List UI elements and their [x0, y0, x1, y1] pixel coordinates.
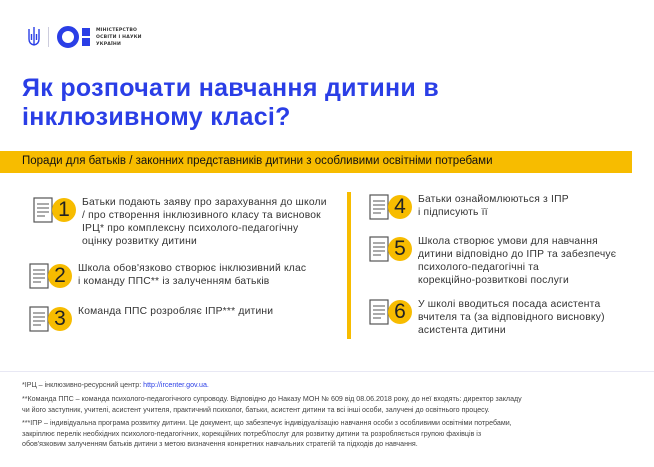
footnote-1 [22, 380, 632, 391]
ministry-line: УКРАЇНИ [96, 41, 122, 47]
step-text-line: вчителя та (за відповідного висновку) [418, 312, 605, 323]
footnote-3 [22, 418, 632, 450]
step-icon-wrap [32, 196, 78, 226]
step-number: 4 [388, 195, 412, 219]
step-text-line: Батьки подають заяву про зарахування до школи [82, 197, 327, 208]
step-text [418, 193, 569, 219]
step-number: 3 [48, 307, 72, 331]
step-text-line: і підписують її [418, 207, 488, 218]
step-item [368, 235, 616, 287]
step-text [78, 305, 273, 318]
step-icon-wrap [28, 262, 74, 292]
ministry-line: МІНІСТЕРСТВО [96, 27, 138, 33]
step-item [28, 262, 306, 292]
ministry-line: ОСВІТИ І НАУКИ [96, 34, 142, 40]
step-number: 1 [52, 198, 76, 222]
step-text-line: асистента дитини [418, 325, 506, 336]
step-text-line: ІРЦ* про комплексну психолого-педагогічну [82, 223, 299, 234]
step-text-line: оцінку розвитку дитини [82, 236, 197, 247]
step-text [82, 196, 327, 248]
title-line: Як розпочати навчання дитини в [22, 74, 439, 102]
step-text-line: і команду ППС** із залученням батьків [78, 276, 270, 287]
step-number: 6 [388, 300, 412, 324]
step-icon-wrap [28, 305, 74, 335]
step-text-line: Батьки ознайомлюються з ІПР [418, 194, 569, 205]
page-title [22, 74, 439, 132]
footnote-line: закріплює перелік необхідних психолого-педагогічних, корекційних потреб/послуг для розвитку дитини та розробляється групою фахівців із [22, 429, 482, 438]
footnote-line: ***ІПР – індивідуальна програма розвитку дитини. Це документ, що забезпечує індивідуалізацію навчання особи з особливими освітніми потребами, [22, 419, 512, 427]
title-line: інклюзивному класі? [22, 103, 291, 131]
ircenter-link[interactable]: http://ircenter.gov.ua. [143, 381, 209, 389]
step-text-line: Школа створює умови для навчання [418, 236, 598, 247]
footnote-line: **Команда ППС – команда психолого-педагогічного супроводу. Відповідно до Наказу МОН № 609 від 08.06.2018 року, до неї входять: директор закладу [22, 395, 522, 403]
step-item [32, 196, 327, 248]
ministry-logo [28, 26, 142, 48]
trident-icon [28, 26, 40, 48]
footnote-text: *ІРЦ – інклюзивно-ресурсний центр: [22, 381, 144, 389]
step-item [368, 298, 605, 337]
footer-divider [0, 371, 654, 372]
step-text-line: Команда ППС розробляє ІПР*** дитини [78, 306, 274, 317]
logo-divider [48, 27, 49, 47]
step-icon-wrap [368, 193, 414, 223]
step-item [368, 193, 569, 223]
step-text-line: дитини відповідно до ІПР та забезпечує [418, 249, 617, 260]
logo-squares [82, 28, 90, 46]
step-number: 5 [388, 237, 412, 261]
logo-ring [57, 26, 79, 48]
step-number: 2 [48, 264, 72, 288]
banner: Поради для батьків / законних представників дитини з особливими освітніми потребами [0, 151, 632, 173]
step-text [78, 262, 306, 288]
step-item [28, 305, 273, 335]
step-text-line: / про створення інклюзивного класу та висновок [82, 210, 321, 221]
step-icon-wrap [368, 235, 414, 265]
footnote-line: обов'язковим залученням батьків дитини з метою визначення конкретних навчальних стратегій та підходів до навчання. [22, 440, 418, 448]
column-divider [347, 192, 351, 339]
footnote-line: чи його заступник, учителі, асистент учителя, практичний психолог, батьки, асистент дитини та всі інші особи, залучені до освітнього процесу. [22, 405, 490, 414]
step-text-line: корекційно-розвиткові послуги [418, 275, 569, 286]
footnote-2 [22, 394, 632, 415]
step-icon-wrap [368, 298, 414, 328]
step-text-line: У школі вводиться посада асистента [418, 299, 601, 310]
step-text-line: Школа обов'язково створює інклюзивний клас [78, 263, 307, 274]
step-text [418, 235, 616, 287]
step-text [418, 298, 605, 337]
step-text-line: психолого-педагогічні та [418, 262, 539, 273]
ministry-name [96, 27, 142, 48]
